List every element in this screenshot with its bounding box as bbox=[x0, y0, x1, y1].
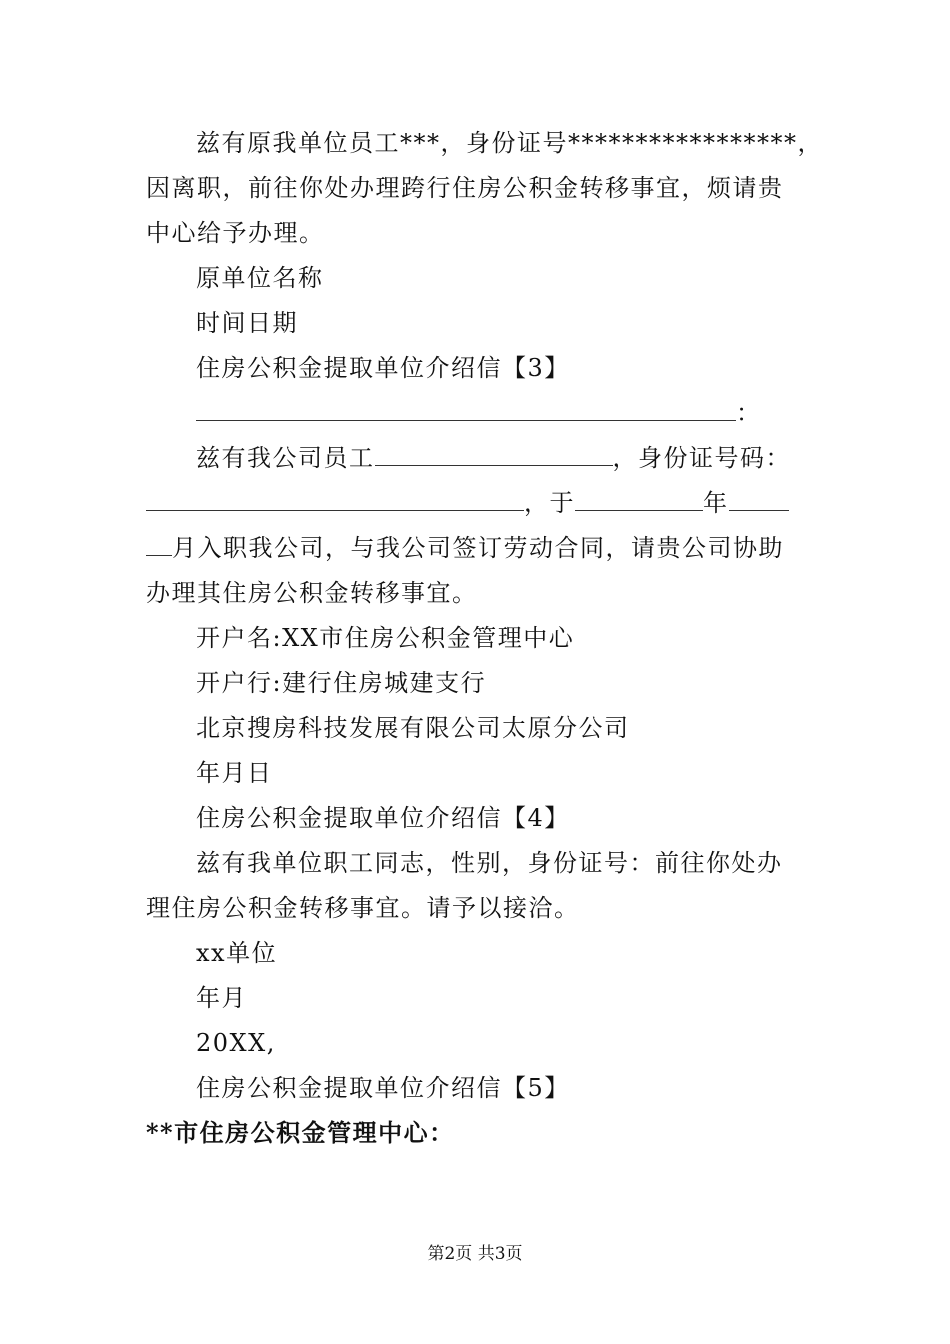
letter-heading: 住房公积金提取单位介绍信【4】 bbox=[196, 804, 570, 832]
company-line: 北京搜房科技发展有限公司太原分公司 bbox=[196, 714, 630, 742]
letter-heading: 住房公积金提取单位介绍信【5】 bbox=[196, 1074, 570, 1102]
paragraph-text: 月入职我公司，与我公司签订劳动合同，请贵公司协助 bbox=[172, 534, 784, 562]
unit-name-line: 原单位名称 bbox=[196, 264, 324, 292]
letter-heading: 住房公积金提取单位介绍信【3】 bbox=[196, 354, 570, 382]
unit-line: xx单位 bbox=[196, 939, 278, 967]
paragraph-text: 因离职，前往你处办理跨行住房公积金转移事宜，烦请贵 bbox=[146, 174, 784, 202]
account-name-line: 开户名:XX市住房公积金管理中心 bbox=[196, 624, 575, 652]
paragraph-text: 办理其住房公积金转移事宜。 bbox=[146, 579, 478, 607]
month-blank-continued bbox=[146, 535, 172, 556]
paragraph-text: 中心给予办理。 bbox=[146, 219, 325, 247]
paragraph-text: ，于 bbox=[524, 489, 575, 517]
paragraph-text: 兹有我单位职工同志，性别，身份证号：前往你处办 bbox=[196, 849, 783, 877]
paragraph-line bbox=[196, 443, 866, 473]
date-line: 年月 bbox=[196, 984, 247, 1012]
id-number-blank bbox=[146, 490, 524, 511]
paragraph-text: 兹有原我单位员工***，身份证号*****************， bbox=[196, 129, 823, 157]
addressee-title: **市住房公积金管理中心： bbox=[146, 1118, 455, 1147]
year-blank bbox=[575, 490, 703, 511]
year-line: 20XX, bbox=[196, 1029, 276, 1057]
addressee-blank-line bbox=[196, 398, 866, 428]
employee-name-blank bbox=[375, 445, 613, 466]
paragraph-line bbox=[146, 488, 816, 518]
addressee-blank bbox=[196, 400, 736, 421]
paragraph-text: 理住房公积金转移事宜。请予以接洽。 bbox=[146, 894, 580, 922]
paragraph-line bbox=[146, 533, 816, 563]
account-bank-line: 开户行:建行住房城建支行 bbox=[196, 669, 487, 697]
paragraph-text: 年 bbox=[703, 489, 729, 517]
paragraph-text: ，身份证号码： bbox=[612, 444, 791, 472]
colon-text: ： bbox=[736, 399, 762, 427]
date-line: 时间日期 bbox=[196, 309, 298, 337]
date-line: 年月日 bbox=[196, 759, 273, 787]
page-footer: 第2页 共3页 bbox=[427, 1244, 523, 1264]
month-blank bbox=[729, 490, 789, 511]
paragraph-text: 兹有我公司员工 bbox=[196, 444, 375, 472]
